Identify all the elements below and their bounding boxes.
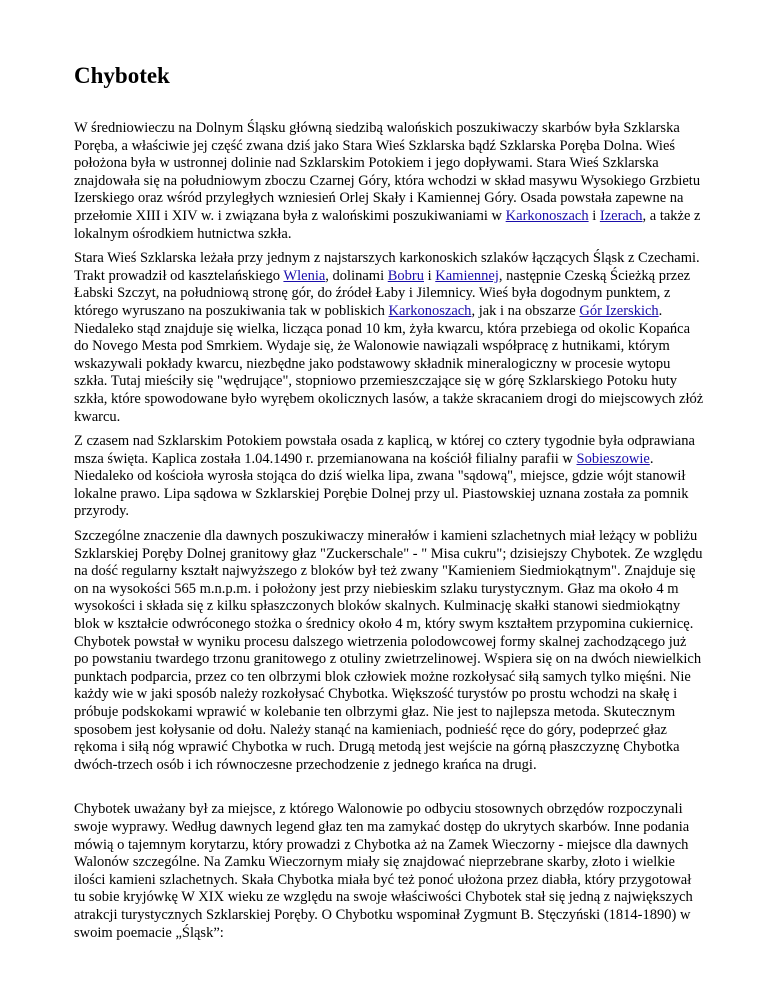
link-bobru[interactable]: Bobru [387, 267, 424, 284]
link-karkonoszach[interactable]: Karkonoszach [505, 207, 589, 224]
link-karkonoszach-2[interactable]: Karkonoszach [388, 302, 472, 319]
paragraph-1-mid: i [588, 207, 600, 224]
paragraph-3 [74, 433, 704, 521]
paragraph-2 [74, 250, 704, 426]
paragraph-3-text-a: Z czasem nad Szklarskim Potokiem powstała osada z kaplicą, w której co cztery tygodnie była odprawiana msza święta. Kaplica została 1.04.1490 r. przemianowana na kościół filialny parafii w [74, 433, 695, 467]
paragraph-1-text: W średniowieczu na Dolnym Śląsku główną siedzibą walońskich poszukiwaczy skarbów była Szklarska Poręba, a właściwie jej część zwana dziś jako Stara Wieś Szklarska bądź Szklarska Poręba Dolna. Wieś położona była w ustronnej dolinie nad Szklarskim Potokiem i jego dopływami. Stara Wieś Szklarska znajdowała się na południowym zboczu Czarnej Góry, która wchodzi w skład masywu Wysokiego Grzbietu Izerskiego oraz wśród przyległych wzniesień Orlej Skały i Kamiennej Góry. Osada powstała zapewne na przełomie XIII i XIV w. i związana była z walońskimi poszukiwaniami w [74, 120, 701, 224]
article-body [74, 120, 704, 949]
paragraph-2-text-f: . Niedaleko stąd znajduje się wielka, licząca ponad 10 km, żyła kwarcu, która przebiega od okolic Kopańca do Novego Mesta pod Smrkiem. Wydaje się, że Walonowie nawiązali współpracę z hutnikami, którym wskazywali pokłady kwarcu, niezbędne jako podstawowy składnik mineralogiczny w procesie wytopu szkła. Tutaj mieściły się "wędrujące", stopniowo przemieszczające się w górę Szklarskiego Potoku huty szkła, które spowodowane było wyrębem okolicznych lasów, a także skracaniem drogi do miejscowych złóż kwarcu. [74, 302, 704, 425]
paragraph-2-text-c: i [423, 267, 436, 284]
link-wlenia[interactable]: Wlenia [283, 267, 326, 284]
paragraph-1-end: , a także z lokalnym ośrodkiem hutnictwa szkła. [74, 207, 701, 242]
link-kamiennej[interactable]: Kamiennej [435, 267, 499, 284]
page-title: Chybotek [74, 63, 170, 88]
paragraph-5: Chybotek uważany był za miejsce, z którego Walonowie po odbyciu stosownych obrzędów rozpoczynali swoje wyprawy. Według dawnych legend głaz ten ma zamykać dostęp do ukrytych skarbów. Inne podania mówią o tajemnym korytarzu, który prowadzi z Chybotka aż na Zamek Wieczorny - miejsce dla dawnych Walonów szczególne. Na Zamku Wieczornym miały się znajdować nieprzebrane skarby, złoto i wielkie ilości kamieni szlachetnych. Skała Chybotka miała być też ponoć ułożona przez diabła, który przygotował tu sobie kryjówkę W XIX wieku ze względu na swoje właściwości Chybotek stał się jedną z największych atrakcji turystycznych Szklarskiej Poręby. O Chybotku wspominał Zygmunt B. Stęczyński (1814-1890) w swoim poemacie „Śląsk”: [74, 801, 693, 941]
paragraph-2-text-e: , jak i na obszarze [471, 302, 580, 319]
link-gor-izerskich[interactable]: Gór Izerskich [579, 302, 659, 319]
paragraph-2-text-a: Stara Wieś Szklarska leżała przy jednym z najstarszych karkonoskich szlaków łączących Śląsk z Czechami. Trakt prowadził od kasztelańskiego [74, 250, 700, 284]
paragraph-3-text-b: . Niedaleko od kościoła wyrosła stojąca do dziś wielka lipa, zwana "sądową", miejsce, gdzie wójt stanowił lokalne prawo. Lipa sądowa w Szklarskiej Porębie Dolnej przy ul. Piastowskiej uznana została za pomnik przyrody. [74, 450, 689, 520]
link-sobieszowie[interactable]: Sobieszowie [576, 450, 650, 467]
paragraph-2-text-d: , następnie Czeską Ścieżką przez Łabski Szczyt, na południową stronę gór, do źródeł Łaby i Jilemnicy. Wieś była dogodnym punktem, z którego wyruszano na poszukiwania tak w pobliskich [74, 267, 691, 319]
paragraph-1 [74, 120, 704, 243]
link-izerach[interactable]: Izerach [599, 207, 643, 224]
paragraph-2-text-b: , dolinami [325, 267, 388, 284]
paragraph-4: Szczególne znaczenie dla dawnych poszukiwaczy minerałów i kamieni szlachetnych miał leżący w pobliżu Szklarskiej Poręby Dolnej granitowy głaz "Zuckerschale" - " Misa cukru"; dzisiejszy Chybotek. Ze względu na dość regularny kształt najwyższego z bloków był też zwany "Kamieniem Siedmiokątnym". Znajduje się on na wysokości 565 m.n.p.m. i położony jest przy niebieskim szlaku turystycznym. Głaz ma około 4 m wysokości i składa się z kilku spłaszczonych bloków skalnych. Kulminację skałki stanowi siedmiokątny blok w kształcie odwróconego stożka o średnicy około 4 m, który swym kształtem przypomina cukiernicę. Chybotek powstał w wyniku procesu dalszego wietrzenia polodowcowej formy skalnej zachodzącego już po powstaniu twardego trzonu granitowego z otuliny zwietrzelinowej. Wspiera się on na dwóch niewielkich punktach podparcia, przez co ten olbrzymi blok człowiek możne rozkołysać siłą samych tylko mięśni. Nie każdy wie w jaki sposób należy rozkołysać Chybotka. Większość turystów po prostu wchodzi na skałę i próbuje podskokami wprawić w kolebanie ten olbrzymi głaz. Nie jest to najlepsza metoda. Skutecznym sposobem jest kołysanie od dołu. Należy stanąć na kamieniach, podnieść ręce do góry, podeprzeć głaz rękoma i siłą nóg wprawić Chybotka w ruch. Drugą metodą jest wejście na górną płaszczyznę Chybotka dwóch-trzech osób i ich równoczesne przechodzenie z jednego krańca na drugi. [74, 528, 703, 773]
